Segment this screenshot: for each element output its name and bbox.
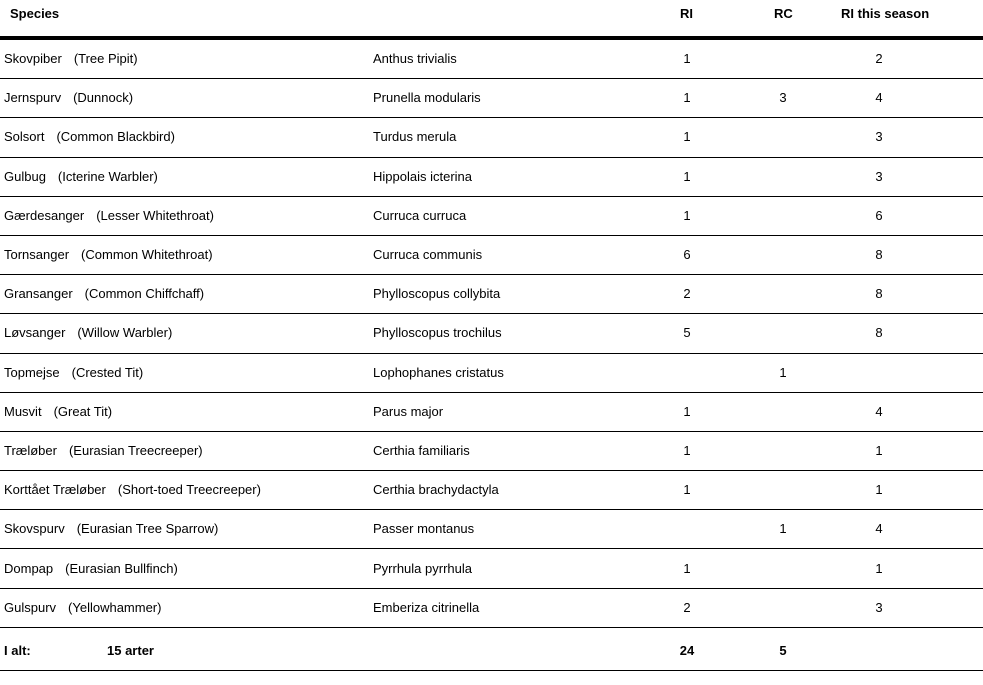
species-latin-name: Phylloscopus collybita bbox=[373, 286, 501, 302]
species-name bbox=[4, 600, 161, 616]
ri-this-season-value: 8 bbox=[875, 247, 883, 263]
species-name bbox=[4, 404, 112, 420]
species-english-name: (Dunnock) bbox=[73, 90, 134, 106]
header-species: Species bbox=[10, 6, 60, 21]
species-danish-name: Jernspurv bbox=[4, 90, 62, 106]
ri-value: 1 bbox=[683, 168, 691, 184]
table-row bbox=[0, 40, 983, 79]
species-danish-name: Løvsanger bbox=[4, 325, 66, 341]
species-english-name: (Icterine Warbler) bbox=[57, 168, 158, 184]
species-name bbox=[4, 169, 158, 185]
table-row bbox=[0, 549, 983, 588]
table-header bbox=[0, 0, 983, 40]
species-name bbox=[4, 90, 133, 106]
table-row bbox=[0, 275, 983, 314]
ri-value: 2 bbox=[683, 599, 691, 615]
species-english-name: (Eurasian Tree Sparrow) bbox=[76, 521, 219, 537]
species-danish-name: Topmejse bbox=[4, 364, 60, 380]
species-english-name: (Eurasian Bullfinch) bbox=[65, 560, 178, 576]
species-name bbox=[4, 129, 175, 145]
header-ri: RI bbox=[680, 6, 693, 21]
ri-value: 1 bbox=[683, 90, 691, 106]
total-rc: 5 bbox=[779, 643, 787, 658]
ri-this-season-value: 4 bbox=[875, 403, 883, 419]
species-latin-name: Certhia familiaris bbox=[373, 442, 470, 458]
table-row bbox=[0, 314, 983, 353]
species-danish-name: Dompap bbox=[4, 560, 54, 576]
ri-this-season-value: 2 bbox=[875, 51, 883, 67]
species-english-name: (Common Whitethroat) bbox=[81, 247, 213, 263]
rc-value: 1 bbox=[779, 364, 787, 380]
ri-value: 1 bbox=[683, 560, 691, 576]
species-danish-name: Træløber bbox=[4, 442, 57, 458]
species-name bbox=[4, 325, 172, 341]
total-species-count: 15 arter bbox=[107, 643, 154, 658]
species-name bbox=[4, 208, 214, 224]
species-latin-name: Pyrrhula pyrrhula bbox=[373, 560, 472, 576]
species-name bbox=[4, 482, 261, 498]
species-latin-name: Certhia brachydactyla bbox=[373, 482, 499, 498]
species-english-name: (Yellowhammer) bbox=[68, 599, 162, 615]
species-english-name: (Willow Warbler) bbox=[77, 325, 173, 341]
total-row bbox=[0, 632, 983, 671]
ri-this-season-value: 1 bbox=[875, 560, 883, 576]
ri-this-season-value: 4 bbox=[875, 90, 883, 106]
species-english-name: (Tree Pipit) bbox=[73, 51, 138, 67]
ri-this-season-value: 3 bbox=[875, 599, 883, 615]
species-danish-name: Gransanger bbox=[4, 286, 73, 302]
species-latin-name: Prunella modularis bbox=[373, 90, 481, 106]
species-english-name: (Eurasian Treecreeper) bbox=[68, 442, 203, 458]
table-row bbox=[0, 432, 983, 471]
table-row bbox=[0, 236, 983, 275]
species-latin-name: Passer montanus bbox=[373, 521, 475, 537]
species-name bbox=[4, 443, 203, 459]
species-latin-name: Curruca communis bbox=[373, 247, 483, 263]
species-danish-name: Skovpiber bbox=[4, 51, 62, 67]
header-ri-this-season: RI this season bbox=[841, 6, 930, 21]
ri-value: 1 bbox=[683, 442, 691, 458]
species-latin-name: Curruca curruca bbox=[373, 207, 467, 223]
species-name bbox=[4, 286, 204, 302]
species-name bbox=[4, 365, 143, 381]
species-english-name: (Common Blackbird) bbox=[56, 129, 175, 145]
total-ri: 24 bbox=[679, 643, 695, 658]
species-name bbox=[4, 247, 213, 263]
ri-this-season-value: 3 bbox=[875, 129, 883, 145]
ri-value: 1 bbox=[683, 207, 691, 223]
ri-this-season-value: 1 bbox=[875, 482, 883, 498]
species-name bbox=[4, 521, 218, 537]
species-latin-name: Lophophanes cristatus bbox=[373, 364, 504, 380]
ri-this-season-value: 6 bbox=[875, 207, 883, 223]
table-row bbox=[0, 510, 983, 549]
ri-value: 5 bbox=[683, 325, 691, 341]
table-row bbox=[0, 589, 983, 628]
species-latin-name: Phylloscopus trochilus bbox=[373, 325, 502, 341]
rc-value: 1 bbox=[779, 521, 787, 537]
table-row bbox=[0, 393, 983, 432]
species-latin-name: Anthus trivialis bbox=[373, 51, 457, 67]
species-english-name: (Short-toed Treecreeper) bbox=[117, 482, 261, 498]
ri-value: 6 bbox=[683, 247, 691, 263]
ri-value: 1 bbox=[683, 482, 691, 498]
header-rc: RC bbox=[774, 6, 793, 21]
species-english-name: (Great Tit) bbox=[53, 403, 113, 419]
species-danish-name: Gærdesanger bbox=[4, 207, 85, 223]
species-english-name: (Common Chiffchaff) bbox=[84, 286, 205, 302]
species-english-name: (Crested Tit) bbox=[71, 364, 144, 380]
ri-value: 1 bbox=[683, 51, 691, 67]
species-latin-name: Emberiza citrinella bbox=[373, 599, 480, 615]
table-row bbox=[0, 118, 983, 157]
ri-this-season-value: 4 bbox=[875, 521, 883, 537]
rc-value: 3 bbox=[779, 90, 787, 106]
species-latin-name: Hippolais icterina bbox=[373, 168, 472, 184]
table-body bbox=[0, 40, 983, 628]
species-name bbox=[4, 561, 178, 577]
total-label: I alt: bbox=[4, 643, 31, 658]
species-danish-name: Musvit bbox=[4, 403, 42, 419]
species-danish-name: Skovspurv bbox=[4, 521, 65, 537]
species-latin-name: Parus major bbox=[373, 403, 444, 419]
ri-value: 2 bbox=[683, 286, 691, 302]
ri-this-season-value: 3 bbox=[875, 168, 883, 184]
species-name bbox=[4, 51, 138, 67]
species-latin-name: Turdus merula bbox=[373, 129, 457, 145]
species-danish-name: Tornsanger bbox=[4, 247, 70, 263]
ri-this-season-value: 1 bbox=[875, 442, 883, 458]
ri-this-season-value: 8 bbox=[875, 286, 883, 302]
table-row bbox=[0, 79, 983, 118]
species-danish-name: Solsort bbox=[4, 129, 45, 145]
species-danish-name: Gulspurv bbox=[4, 599, 57, 615]
species-english-name: (Lesser Whitethroat) bbox=[96, 207, 214, 223]
ri-value: 1 bbox=[683, 403, 691, 419]
table-row bbox=[0, 354, 983, 393]
table-row bbox=[0, 197, 983, 236]
table-row bbox=[0, 471, 983, 510]
ri-this-season-value: 8 bbox=[875, 325, 883, 341]
ri-value: 1 bbox=[683, 129, 691, 145]
species-danish-name: Korttået Træløber bbox=[4, 482, 106, 498]
species-danish-name: Gulbug bbox=[4, 168, 46, 184]
table-row bbox=[0, 158, 983, 197]
